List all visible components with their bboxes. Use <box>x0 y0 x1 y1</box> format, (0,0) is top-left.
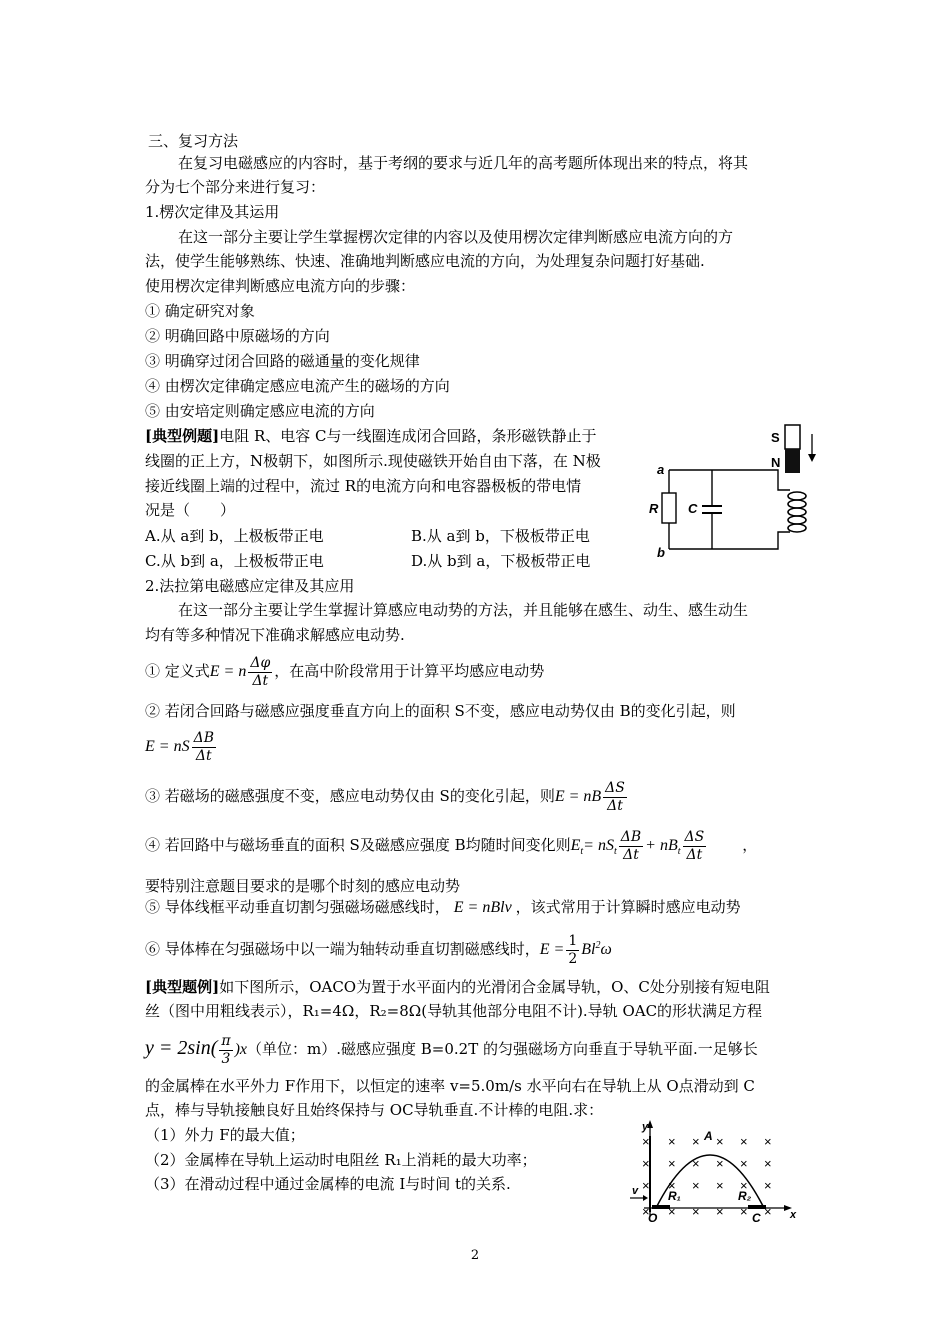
capacitor-label: C <box>688 501 698 516</box>
formula-4-den-2: Δt <box>686 846 703 863</box>
item6-prefix: ⑥ 导体棒在匀强磁场中以一端为轴转动垂直切割磁感线时， <box>145 940 540 958</box>
formula-item-2-eq <box>145 728 218 765</box>
part2-desc-2: 均有等多种情况下准确求解感应电动势. <box>145 626 405 644</box>
formula-6-omega: ω <box>600 941 612 958</box>
formula-6-num: 1 <box>568 932 578 949</box>
field-cross: × <box>740 1156 748 1171</box>
formula-6-sup: 2 <box>595 940 601 951</box>
part2-desc-1: 在这一部分主要让学生掌握计算感应电动势的方法，并且能够在感生、动生、感生动生 <box>178 601 749 619</box>
track-equation-x: )x <box>234 1041 248 1058</box>
formula-4-sub-t: t <box>580 846 584 857</box>
field-cross: × <box>716 1204 724 1219</box>
resistor-label: R <box>649 501 659 516</box>
example2-line-4: 点，棒与导轨接触良好且始终保持与 OC导轨垂直.不计棒的电阻.求： <box>145 1101 604 1119</box>
section-title: 三、复习方法 <box>148 132 239 150</box>
item1-suffix: ，在高中阶段常用于计算平均感应电动势 <box>274 662 545 680</box>
formula-4-fraction-2 <box>683 829 707 864</box>
formula-2-lhs: E = nS <box>145 738 190 755</box>
formula-4-num-1: ΔB <box>620 828 642 845</box>
formula-1-fraction <box>248 655 272 690</box>
formula-4-den-1: Δt <box>623 846 639 863</box>
part1-heading: 1.楞次定律及其运用 <box>145 203 280 221</box>
field-cross: × <box>716 1156 724 1171</box>
field-cross: × <box>740 1178 748 1193</box>
formula-3-lhs: E = nB <box>554 788 602 805</box>
field-cross: × <box>764 1204 772 1219</box>
field-cross: × <box>740 1134 748 1149</box>
formula-4-comma: ， <box>742 836 758 854</box>
formula-item-1 <box>145 653 544 690</box>
steps-title: 使用楞次定律判断感应电流方向的步骤： <box>145 277 416 295</box>
question-2: （2）金属棒在导轨上运动时电阻丝 R₁上消耗的最大功率； <box>145 1151 537 1169</box>
step-5: ⑤ 由安培定则确定感应电流的方向 <box>145 402 375 420</box>
formula-4-num-2: ΔS <box>684 828 705 845</box>
formula-4-fraction-1 <box>619 829 643 864</box>
formula-item-2: ② 若闭合回路与磁感应强度垂直方向上的面积 S不变，感应电动势仅由 B的变化引起，则 <box>145 702 736 720</box>
field-cross: × <box>642 1178 650 1193</box>
item5-prefix: ⑤ 导体线框平动垂直切割匀强磁场磁感线时， <box>145 898 450 916</box>
field-cross: × <box>764 1134 772 1149</box>
example1-line-4: 况是（ ） <box>145 501 236 519</box>
coil <box>788 492 806 532</box>
y-axis-label: y <box>642 1121 649 1133</box>
example1-tag: [典型例题] <box>145 427 220 445</box>
track-equation-y: y = 2sin( <box>145 1037 218 1059</box>
option-d: D.从 b到 a，下极板带正电 <box>411 552 591 570</box>
formula-item-3 <box>145 778 629 815</box>
example1-line-3: 接近线圈上端的过程中，流过 R的电流方向和电容器极板的带电情 <box>145 477 582 495</box>
formula-1-num: Δφ <box>250 654 271 671</box>
question-1: （1）外力 F的最大值； <box>145 1126 305 1144</box>
example2-text-1: 如下图所示，OACO为置于水平面内的光滑闭合金属导轨，O、C处分别接有短电阻 <box>219 978 770 996</box>
part1-desc-1: 在这一部分主要让学生掌握楞次定律的内容以及使用楞次定律判断感应电流方向的方 <box>178 228 734 246</box>
example2-eq-tail: （单位：m）.磁感应强度 B=0.2T 的匀强磁场方向垂直于导轨平面.一足够长 <box>247 1040 758 1058</box>
item5-suffix: ，该式常用于计算瞬时感应电动势 <box>515 898 741 916</box>
track-equation-3: 3 <box>221 1050 231 1067</box>
intro-line-1: 在复习电磁感应的内容时，基于考纲的要求与近几年的高考题所体现出来的特点，将其 <box>178 154 749 172</box>
field-cross: × <box>692 1178 700 1193</box>
step-1: ① 确定研究对象 <box>145 302 255 320</box>
point-a-label: A <box>704 1129 713 1143</box>
point-a-label: a <box>657 462 665 477</box>
field-cross: × <box>668 1178 676 1193</box>
field-cross: × <box>692 1204 700 1219</box>
circuit-figure <box>645 420 830 560</box>
fall-arrow-head <box>808 454 816 462</box>
field-cross: × <box>764 1156 772 1171</box>
field-cross: × <box>668 1204 676 1219</box>
velocity-label: v <box>632 1185 639 1197</box>
formula-5: E = nBlv <box>453 899 512 916</box>
page-number: 2 <box>470 1248 480 1263</box>
example1-line-1 <box>145 426 597 446</box>
formula-item-4-note: 要特别注意题目要求的是哪个时刻的感应电动势 <box>145 877 461 895</box>
step-3: ③ 明确穿过闭合回路的磁通量的变化规律 <box>145 352 420 370</box>
example2-line-2: 丝（图中用粗线表示），R₁=4Ω，R₂=8Ω(导轨其他部分电阻不计).导轨 OAC的形状满足方程 <box>145 1002 763 1020</box>
magnet-n-label: N <box>771 455 781 470</box>
field-cross: × <box>692 1156 700 1171</box>
formula-6-fraction <box>566 933 579 968</box>
example2-equation-line <box>145 1030 758 1068</box>
formula-3-fraction <box>603 780 627 815</box>
formula-item-6 <box>145 928 612 968</box>
r1-label: R₁ <box>668 1189 681 1203</box>
point-c-label: C <box>752 1211 761 1225</box>
formula-1-lhs: E = n <box>209 663 247 680</box>
formula-6-den: 2 <box>568 950 578 967</box>
formula-3-den: Δt <box>607 797 623 814</box>
example1-text-1: 电阻 R、电容 C与一线圈连成闭合回路，条形磁铁静止于 <box>219 427 597 445</box>
formula-2-fraction <box>192 730 216 765</box>
item4-prefix: ④ 若回路中与磁场垂直的面积 S及磁感应强度 B均随时间变化则 <box>145 836 571 854</box>
field-cross: × <box>716 1178 724 1193</box>
question-3: （3）在滑动过程中通过金属棒的电流 I与时间 t的关系. <box>145 1175 511 1193</box>
circuit-wire <box>669 470 790 490</box>
field-cross: × <box>668 1134 676 1149</box>
formula-item-4 <box>145 827 757 870</box>
magnet-s-pole <box>785 425 800 449</box>
track-equation-pi: π <box>221 1032 231 1049</box>
option-a: A.从 a到 b，上极板带正电 <box>145 527 324 545</box>
formula-item-5 <box>145 897 741 918</box>
option-c: C.从 b到 a，上极板带正电 <box>145 552 324 570</box>
intro-line-2: 分为七个部分来进行复习： <box>145 178 326 196</box>
formula-6-bl: Bl <box>581 941 596 958</box>
origin-label: O <box>648 1211 658 1225</box>
r2-label: R₂ <box>738 1189 752 1203</box>
formula-2-den: Δt <box>195 747 212 764</box>
part2-heading: 2.法拉第电磁感应定律及其应用 <box>145 577 355 595</box>
formula-2-num: ΔB <box>193 729 214 746</box>
rail-figure <box>622 1116 802 1226</box>
magnet-s-label: S <box>771 430 780 445</box>
track-equation-fraction <box>219 1033 232 1068</box>
velocity-arrow-head <box>643 1195 648 1201</box>
example2-tag: [典型题例] <box>145 978 220 996</box>
formula-4-lhs: E <box>570 837 581 854</box>
field-cross: × <box>642 1204 650 1219</box>
option-b: B.从 a到 b，下极板带正电 <box>411 527 590 545</box>
field-cross: × <box>740 1204 748 1219</box>
step-2: ② 明确回路中原磁场的方向 <box>145 327 330 345</box>
formula-6-lhs: E = <box>539 941 565 958</box>
formula-4-part2: + nB <box>645 837 678 854</box>
part1-desc-2: 法，使学生能够熟练、快速、准确地判断感应电流的方向，为处理复杂问题打好基础. <box>145 252 705 270</box>
field-cross: × <box>764 1178 772 1193</box>
formula-4-sub-t3: t <box>677 846 681 857</box>
field-cross: × <box>692 1134 700 1149</box>
step-4: ④ 由楞次定律确定感应电流产生的磁场的方向 <box>145 377 450 395</box>
formula-3-num: ΔS <box>605 779 625 796</box>
point-b-label: b <box>657 545 665 560</box>
example2-line-3: 的金属棒在水平外力 F作用下，以恒定的速率 v=5.0m/s 水平向右在导轨上从 O点滑动到 C <box>145 1077 755 1095</box>
formula-4-sub-t2: t <box>613 846 617 857</box>
formula-1-den: Δt <box>252 672 269 689</box>
field-cross: × <box>642 1156 650 1171</box>
item1-prefix: ① 定义式 <box>145 662 210 680</box>
x-axis-label: x <box>790 1209 797 1221</box>
formula-4-part1: = nS <box>583 837 614 854</box>
field-cross: × <box>668 1156 676 1171</box>
circuit-wire-bottom <box>669 532 790 549</box>
item3-prefix: ③ 若磁场的磁感强度不变，感应电动势仅由 S的变化引起，则 <box>145 787 555 805</box>
field-cross: × <box>716 1134 724 1149</box>
magnet-n-pole <box>785 449 800 473</box>
resistor <box>662 493 676 523</box>
example2-line-1 <box>145 977 770 997</box>
example1-line-2: 线圈的正上方，N极朝下，如图所示.现使磁铁开始自由下落，在 N极 <box>145 452 601 470</box>
field-cross: × <box>642 1134 650 1149</box>
